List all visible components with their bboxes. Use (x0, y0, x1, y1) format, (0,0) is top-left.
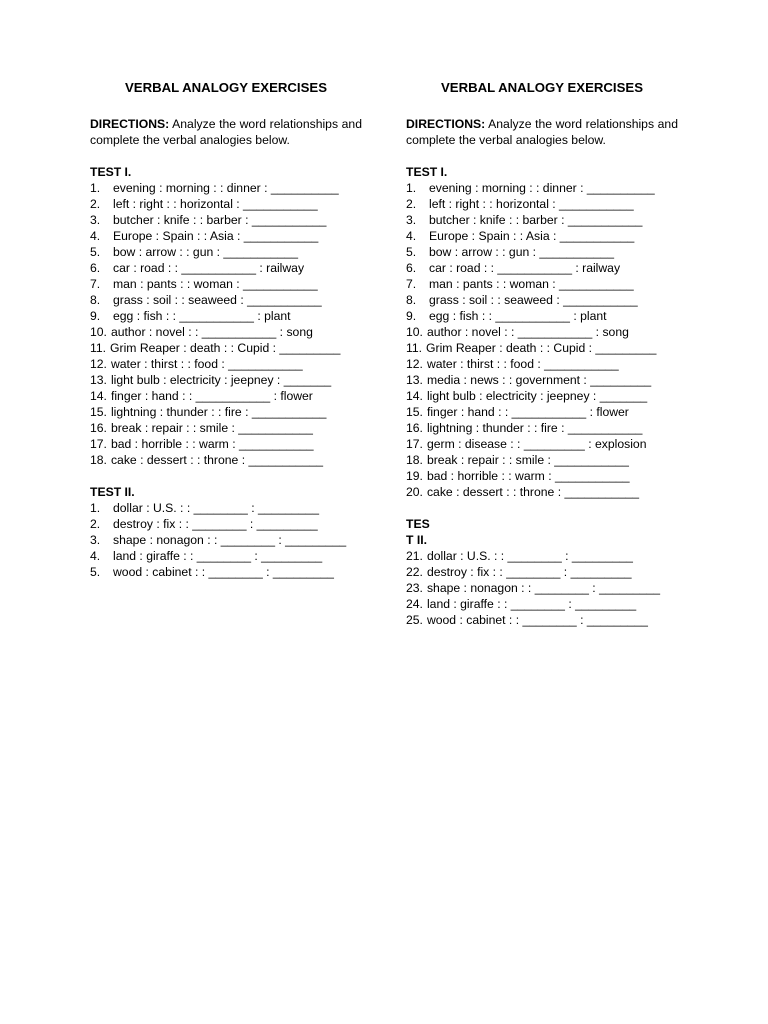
item-text: Grim Reaper : death : : Cupid : _________ (110, 341, 341, 355)
list-item (90, 292, 362, 308)
item-text: grass : soil : : seaweed : ___________ (113, 293, 322, 307)
item-number: 19. (406, 469, 423, 483)
list-item (406, 244, 678, 260)
list-item (90, 420, 362, 436)
list-item (90, 548, 362, 564)
item-text: car : road : : ___________ : railway (429, 261, 621, 275)
item-number: 22. (406, 565, 423, 579)
item-text: Europe : Spain : : Asia : ___________ (113, 229, 319, 243)
list-item (406, 196, 678, 212)
item-text: butcher : knife : : barber : ___________ (429, 213, 643, 227)
list-item (406, 452, 678, 468)
test1-list (90, 180, 362, 468)
list-item (90, 532, 362, 548)
list-item (90, 308, 362, 324)
list-item (90, 404, 362, 420)
item-number: 2. (406, 197, 417, 211)
item-text: butcher : knife : : barber : ___________ (113, 213, 327, 227)
list-item (90, 500, 362, 516)
item-number: 3. (90, 533, 101, 547)
list-item (90, 372, 362, 388)
list-item (406, 324, 678, 340)
item-number: 12. (406, 357, 423, 371)
item-number: 3. (406, 213, 417, 227)
list-item (90, 276, 362, 292)
list-item (90, 564, 362, 580)
list-item (406, 548, 678, 564)
list-item (406, 596, 678, 612)
item-text: destroy : fix : : ________ : _________ (113, 517, 318, 531)
list-item (406, 612, 678, 628)
directions-text: Analyze the word relationships and complete the verbal analogies below. (406, 117, 678, 147)
item-text: light bulb : electricity : jeepney : _______ (426, 389, 648, 403)
item-number: 13. (90, 373, 107, 387)
directions-text: Analyze the word relationships and complete the verbal analogies below. (90, 117, 362, 147)
directions-paragraph (406, 116, 678, 148)
list-item (406, 260, 678, 276)
item-text: dollar : U.S. : : ________ : _________ (426, 549, 633, 563)
item-text: author : novel : : ___________ : song (110, 325, 313, 339)
list-item (90, 388, 362, 404)
list-item (90, 452, 362, 468)
list-item (90, 260, 362, 276)
worksheet-right-column (406, 78, 678, 628)
item-number: 17. (406, 437, 423, 451)
item-text: man : pants : : woman : ___________ (113, 277, 318, 291)
test2-heading (406, 516, 678, 548)
item-number: 2. (90, 517, 101, 531)
list-item (406, 292, 678, 308)
list-item (406, 212, 678, 228)
item-text: lightning : thunder : : fire : ___________ (426, 421, 643, 435)
item-text: break : repair : : smile : ___________ (110, 421, 313, 435)
item-text: Europe : Spain : : Asia : ___________ (429, 229, 635, 243)
item-number: 10. (90, 325, 107, 339)
item-text: bad : horrible : : warm : ___________ (110, 437, 314, 451)
item-text: egg : fish : : ___________ : plant (429, 309, 607, 323)
item-text: egg : fish : : ___________ : plant (113, 309, 291, 323)
item-text: bow : arrow : : gun : ___________ (429, 245, 614, 259)
worksheet-title: VERBAL ANALOGY EXERCISES (124, 80, 327, 95)
item-number: 23. (406, 581, 423, 595)
list-item (406, 356, 678, 372)
list-item (406, 340, 678, 356)
list-item (406, 308, 678, 324)
item-number: 21. (406, 549, 423, 563)
list-item (90, 196, 362, 212)
item-number: 20. (406, 485, 423, 499)
item-number: 6. (406, 261, 417, 275)
item-text: left : right : : horizontal : ___________ (113, 197, 318, 211)
item-text: light bulb : electricity : jeepney : _______ (110, 373, 332, 387)
list-item (90, 244, 362, 260)
item-number: 15. (406, 405, 423, 419)
item-number: 15. (90, 405, 107, 419)
item-text: water : thirst : : food : ___________ (426, 357, 619, 371)
test2-list (406, 548, 678, 628)
item-text: lightning : thunder : : fire : ___________ (110, 405, 327, 419)
list-item (406, 404, 678, 420)
item-number: 12. (90, 357, 107, 371)
item-number: 1. (90, 501, 101, 515)
list-item (406, 228, 678, 244)
item-number: 4. (90, 229, 101, 243)
item-text: car : road : : ___________ : railway (113, 261, 305, 275)
item-text: bad : horrible : : warm : ___________ (426, 469, 630, 483)
item-number: 5. (406, 245, 417, 259)
item-text: wood : cabinet : : ________ : _________ (426, 613, 648, 627)
item-number: 13. (406, 373, 423, 387)
item-number: 1. (406, 181, 417, 195)
test1-list (406, 180, 678, 500)
test2-heading-line2: T II. (406, 533, 427, 547)
item-text: germ : disease : : _________ : explosion (426, 437, 647, 451)
directions-paragraph (90, 116, 362, 148)
item-text: Grim Reaper : death : : Cupid : _________ (426, 341, 657, 355)
item-text: land : giraffe : : ________ : _________ (426, 597, 637, 611)
item-number: 17. (90, 437, 107, 451)
item-text: bow : arrow : : gun : ___________ (113, 245, 298, 259)
test2-heading: TEST II. (90, 485, 135, 499)
item-number: 8. (406, 293, 417, 307)
item-number: 11. (90, 341, 107, 355)
item-number: 24. (406, 597, 423, 611)
item-number: 4. (406, 229, 417, 243)
item-text: land : giraffe : : ________ : _________ (113, 549, 323, 563)
test2-heading-line1: TES (406, 517, 430, 531)
item-text: cake : dessert : : throne : ___________ (426, 485, 640, 499)
list-item (406, 436, 678, 452)
directions-label: DIRECTIONS: (406, 117, 486, 131)
item-text: evening : morning : : dinner : __________ (113, 181, 339, 195)
item-number: 10. (406, 325, 423, 339)
list-item (90, 228, 362, 244)
item-text: finger : hand : : ___________ : flower (426, 405, 629, 419)
item-number: 8. (90, 293, 101, 307)
item-number: 5. (90, 245, 101, 259)
item-text: media : news : : government : _________ (426, 373, 652, 387)
item-text: shape : nonagon : : ________ : _________ (113, 533, 347, 547)
item-text: man : pants : : woman : ___________ (429, 277, 634, 291)
list-item (406, 276, 678, 292)
list-item (406, 564, 678, 580)
item-number: 18. (90, 453, 107, 467)
item-text: finger : hand : : ___________ : flower (110, 389, 313, 403)
list-item (90, 212, 362, 228)
list-item (406, 372, 678, 388)
item-number: 1. (90, 181, 101, 195)
item-number: 7. (406, 277, 417, 291)
worksheet-left-column (90, 78, 362, 580)
list-item (406, 468, 678, 484)
list-item (406, 484, 678, 500)
list-item (406, 180, 678, 196)
item-text: left : right : : horizontal : ___________ (429, 197, 634, 211)
worksheet-title: VERBAL ANALOGY EXERCISES (440, 80, 643, 95)
item-number: 14. (90, 389, 107, 403)
item-text: water : thirst : : food : ___________ (110, 357, 303, 371)
item-number: 9. (90, 309, 101, 323)
item-number: 7. (90, 277, 101, 291)
item-number: 14. (406, 389, 423, 403)
list-item (90, 340, 362, 356)
test2-list (90, 500, 362, 580)
item-text: wood : cabinet : : ________ : _________ (113, 565, 334, 579)
item-number: 9. (406, 309, 417, 323)
test1-heading: TEST I. (406, 165, 448, 179)
item-number: 25. (406, 613, 423, 627)
item-text: break : repair : : smile : ___________ (426, 453, 629, 467)
item-text: evening : morning : : dinner : __________ (429, 181, 655, 195)
item-number: 6. (90, 261, 101, 275)
item-text: cake : dessert : : throne : ___________ (110, 453, 324, 467)
item-number: 11. (406, 341, 423, 355)
list-item (90, 324, 362, 340)
list-item (406, 388, 678, 404)
item-text: grass : soil : : seaweed : ___________ (429, 293, 638, 307)
item-number: 5. (90, 565, 101, 579)
list-item (90, 516, 362, 532)
list-item (90, 436, 362, 452)
item-number: 18. (406, 453, 423, 467)
list-item (90, 356, 362, 372)
item-text: shape : nonagon : : ________ : _________ (426, 581, 661, 595)
list-item (406, 580, 678, 596)
item-text: destroy : fix : : ________ : _________ (426, 565, 632, 579)
test1-heading: TEST I. (90, 165, 132, 179)
item-text: author : novel : : ___________ : song (426, 325, 629, 339)
item-number: 16. (90, 421, 107, 435)
item-number: 3. (90, 213, 101, 227)
item-text: dollar : U.S. : : ________ : _________ (113, 501, 319, 515)
list-item (406, 420, 678, 436)
directions-label: DIRECTIONS: (90, 117, 170, 131)
item-number: 4. (90, 549, 101, 563)
list-item (90, 180, 362, 196)
item-number: 16. (406, 421, 423, 435)
item-number: 2. (90, 197, 101, 211)
